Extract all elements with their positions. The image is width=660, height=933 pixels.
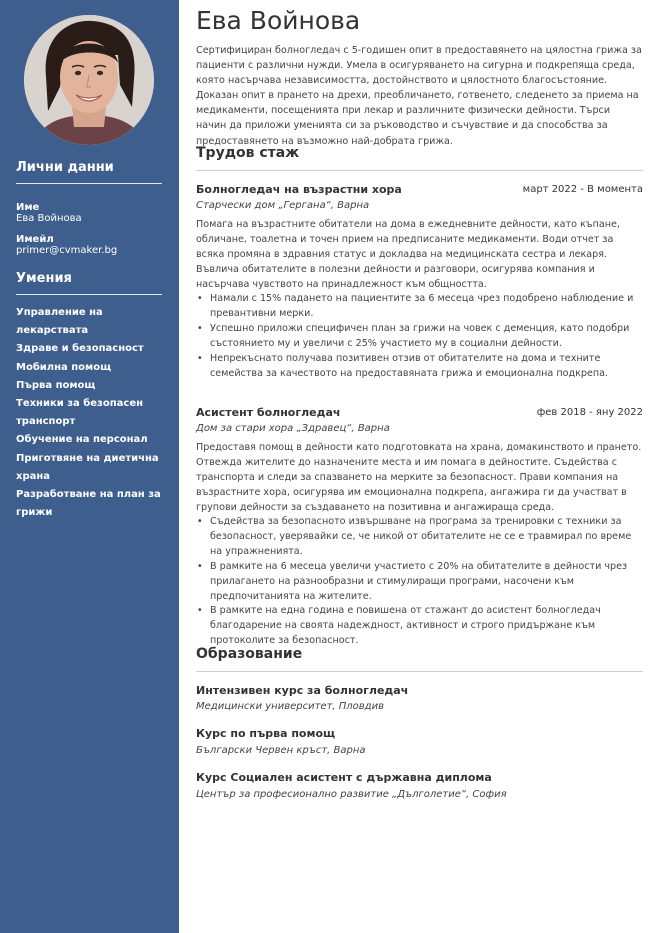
skills-heading: Умения: [16, 271, 162, 295]
job-description: Помага на възрастните обитатели на дома в ежедневните дейности, като къпане, обличане, тоалетна и точен прием на предписаните медикаменти. Води отчет за всяка промяна в здравния статус и докладва на медицинската сестра и лекаря. Въвлича обитателите в полезни дейности и разговори, осигурява компания и насърчава чувството на принадлежност към общността.: [196, 219, 620, 290]
job-achievements: [196, 292, 643, 381]
sidebar: [0, 0, 179, 933]
education-title: Интензивен курс за болногледач: [196, 684, 409, 697]
profile-photo-illustration: [24, 15, 154, 145]
job-achievements: [196, 515, 643, 649]
skill-item: Разработване на план за грижи: [16, 489, 161, 519]
education-institution: Център за професионално развитие „Дълголетие“, София: [196, 789, 507, 800]
education-title: Курс Социален асистент с държавна диплома: [196, 771, 492, 784]
education-title: Курс по първа помощ: [196, 727, 336, 740]
candidate-name: Ева Войнова: [196, 6, 361, 35]
skills-list: [16, 304, 166, 522]
skill-item: Първа помощ: [16, 379, 96, 391]
experience-heading: Трудов стаж: [196, 145, 643, 171]
skill-item: Обучение на персонал: [16, 434, 148, 446]
job-organization: Старчески дом „Гергана“, Варна: [196, 200, 370, 211]
achievement-item: • Съдейства за безопасното извършване на програма за тренировки с техники за безопасност, уверявайки се, че никой от обитателите не се е травмирал по време на упражненията.: [196, 515, 643, 560]
education-institution: Медицински университет, Пловдив: [196, 701, 384, 712]
achievement-item: • В рамките на 6 месеца увеличи участието с 20% на обитателите в дейности чрез прилагането на разнообразни и стимулиращи програми, насочени към предпочитанията на жителите.: [196, 560, 643, 605]
job-title: Асистент болногледач: [196, 406, 341, 419]
job-organization: Дом за стари хора „Здравец“, Варна: [196, 423, 390, 434]
achievement-item: • Намали с 15% падането на пациентите за 6 месеца чрез подобрено наблюдение и превантивни мерки.: [196, 292, 643, 322]
skill-item: Управление на лекарствата: [16, 307, 103, 337]
achievement-item: • Успешно приложи специфичен план за грижи на човек с деменция, като подобри състоянието му и увеличи с 25% участието му в социални дейности.: [196, 322, 643, 352]
email-label: Имейл: [16, 234, 54, 245]
email-value: primer@cvmaker.bg: [16, 245, 118, 256]
job-date: фев 2018 - яну 2022: [536, 407, 643, 418]
profile-summary: Сертифициран болногледач с 5-годишен опит в предоставянето на цялостна грижа за пациенти с различни нужди. Умела в осигуряването на сигурна и подкрепяща среда, която насърчава независимостта, достойнството и цялостното благосъстояние. Доказан опит в прането на дрехи, преобличането, готвенето, следенето за приема на медикаменти, посещенията при лекар и различните физически дейности. Търси начин да приложи уменията си за ръководство и съчувствие и да способства за предоставянето на възможно най-добрата грижа.: [196, 45, 642, 147]
education-heading: Образование: [196, 646, 643, 672]
skill-item: Техники за безопасен транспорт: [16, 398, 144, 428]
skill-item: Здраве и безопасност: [16, 343, 144, 355]
job-title: Болногледач на възрастни хора: [196, 183, 402, 196]
profile-photo: [24, 15, 154, 145]
name-value: Ева Войнова: [16, 213, 82, 224]
job-date: март 2022 - В момента: [522, 184, 643, 195]
achievement-item: • Непрекъснато получава позитивен отзив от обитателите на дома и техните семейства за качеството на предоставяната грижа и емоционална подкрепа.: [196, 352, 643, 382]
skill-item: Мобилна помощ: [16, 361, 112, 373]
personal-data-heading: Лични данни: [16, 160, 162, 184]
name-label: Име: [16, 202, 40, 213]
skill-item: Приготвяне на диетична храна: [16, 452, 159, 482]
job-description: Предоставя помощ в дейности като подготовката на храна, домакинството и прането. Отвежда жителите до назначените места и им помага в дейностите. Съдейства с транспорта и следи за спазването на мерките за безопасност. Прави компания на възрастните хора, осигурява им емоционална подкрепа, ангажира ги да участват в групови дейности за създаването на позитивна и ангажираща среда.: [196, 442, 642, 513]
education-institution: Български Червен кръст, Варна: [196, 745, 366, 756]
achievement-item: • В рамките на една година е повишена от стажант до асистент болногледач благодарение на своята надеждност, активност и строго придържане към протоколите за безопасност.: [196, 604, 643, 649]
